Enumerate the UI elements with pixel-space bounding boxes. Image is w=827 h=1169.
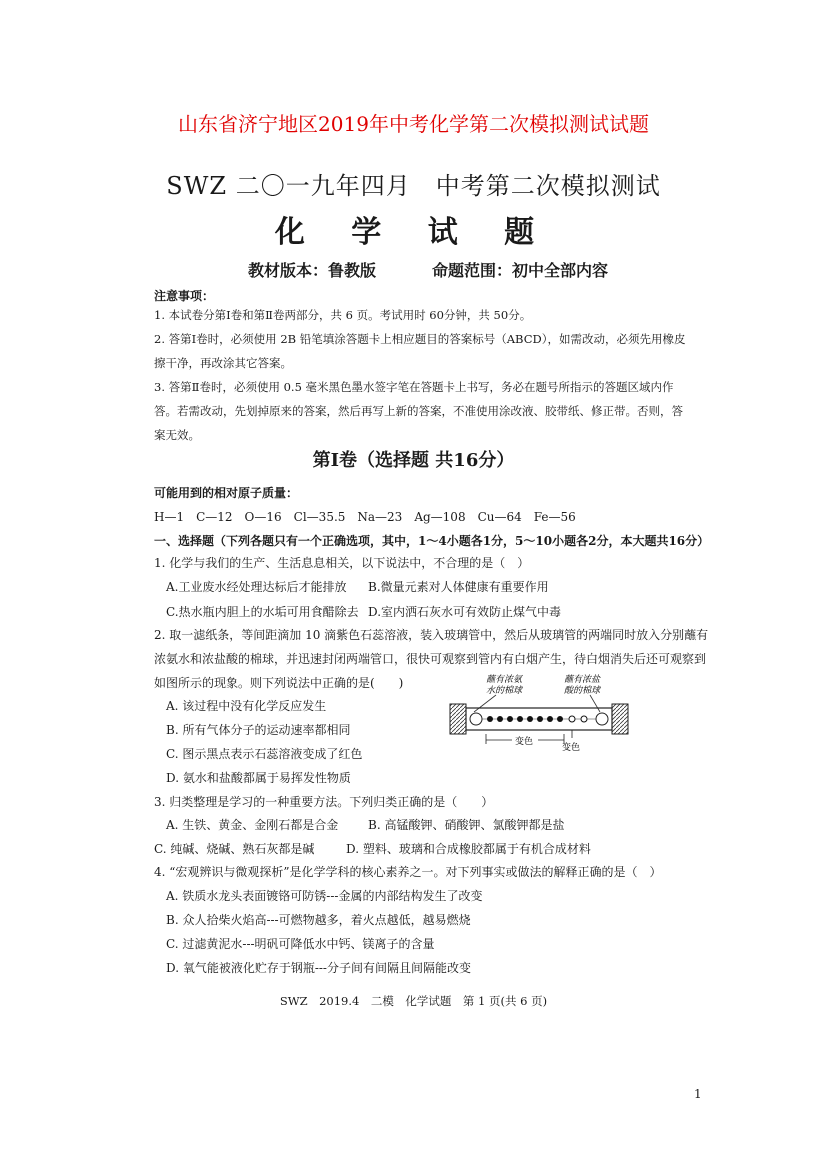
hcl-cotton-ball [596,713,608,725]
question-3-option-d: D. 塑料、玻璃和合成橡胶都属于有机合成材料 [346,842,591,856]
figure-label-hcl: 蘸有浓盐 [564,675,601,685]
question-2-option-a: A. 该过程中没有化学反应发生 [166,699,327,713]
notice-heading: 注意事项： [154,289,215,303]
drop-1 [487,716,493,722]
question-1-option-b: B.微量元素对人体健康有重要作用 [368,580,549,594]
question-4-option-b: B. 众人拾柴火焰高---可燃物越多，着火点越低，越易燃烧 [166,913,471,927]
drop-6 [537,716,543,722]
question-2-figure [440,672,640,756]
textbook-version: 教材版本：鲁教版 [248,261,377,280]
drop-7 [547,716,553,722]
question-3-option-b: B. 高锰酸钾、硝酸钾、氯酸钾都是盐 [368,818,565,832]
question-1-option-d: D.室内洒石灰水可有效防止煤气中毒 [368,605,562,619]
notice-item-1: 1. 本试卷分第Ⅰ卷和第Ⅱ卷两部分，共 6 页。考试用时 60分钟，共 50分。 [154,308,532,322]
drop-9 [569,716,575,722]
question-1-stem: 1. 化学与我们的生产、生活息息相关，以下说法中，不合理的是（ ） [154,556,530,570]
notice-item-2: 2. 答第Ⅰ卷时，必须使用 2B 铅笔填涂答题卡上相应题目的答案标号（ABCD），如需改动，必须先用橡皮擦干净，再改涂其它答案。 [154,332,686,370]
page-number: 1 [694,1087,702,1101]
question-4-option-d: D. 氧气能被液化贮存于钢瓶---分子间有间隔且间隔能改变 [166,961,471,975]
subject-title: 化 学 试 题 [274,215,553,250]
question-2-option-d: D. 氨水和盐酸都属于易挥发性物质 [166,771,351,785]
drop-4 [517,716,523,722]
figure-label-color-change-1: 变色 [515,737,534,747]
drop-5 [527,716,533,722]
question-4-stem: 4. “宏观辨识与微观探析”是化学学科的核心素养之一。对下列事实或做法的解释正确的是（ ） [154,865,662,879]
exam-title: SWZ 二〇一九年四月 中考第二次模拟测试 [166,172,661,200]
question-3-stem: 3. 归类整理是学习的一种重要方法。下列归类正确的是（ ） [154,795,494,809]
question-2-option-b: B. 所有气体分子的运动速率都相同 [166,723,351,737]
section-title: 第Ⅰ卷（选择题 共16分） [312,450,515,471]
question-3-option-a: A. 生铁、黄金、金刚石都是合金 [166,818,339,832]
figure-label-hcl-2: 酸的棉球 [564,686,601,696]
document-title: 山东省济宁地区2019年中考化学第二次模拟测试试题 [178,112,649,136]
exam-scope: 命题范围：初中全部内容 [432,261,609,280]
page-footer: SWZ 2019.4 二模 化学试题 第 1 页(共 6 页) [279,994,548,1008]
right-stopper [612,704,628,734]
question-2-stem-line2: 浓氨水和浓盐酸的棉球，并迅速封闭两端管口，很快可观察到管内有白烟产生，待白烟消失后还可观察到 [154,652,707,666]
figure-label-ammonia: 蘸有浓氨 [486,675,523,685]
drop-2 [497,716,503,722]
figure-label-ammonia-2: 水的棉球 [486,686,523,696]
left-stopper [450,704,466,734]
question-2-option-c: C. 图示黑点表示石蕊溶液变成了红色 [166,747,363,761]
notice-item-3: 3. 答第Ⅱ卷时，必须使用 0.5 毫米黑色墨水签字笔在答题卡上书写，务必在题号所指示的答题区域内作答。若需改动，先划掉原来的答案，然后再写上新的答案，不准使用涂改液、胶带纸、修正带。否则，答案无效。 [154,380,683,442]
question-4-option-a: A. 铁质水龙头表面镀铬可防锈---金属的内部结构发生了改变 [166,889,483,903]
question-1-option-a: A.工业废水经处理达标后才能排放 [166,580,347,594]
part1-heading: 一、选择题（下列各题只有一个正确选项，其中，1～4小题各1分，5～10小题各2分，本大题共16分） [154,534,710,548]
atomic-mass-list: H—1 C—12 O—16 Cl—35.5 Na—23 Ag—108 Cu—64 Fe—56 [154,510,576,524]
figure-label-color-change-2: 变色 [562,743,581,753]
atomic-mass-heading: 可能用到的相对原子质量： [154,486,299,500]
question-2-stem-line1: 2. 取一滤纸条，等间距滴加 10 滴紫色石蕊溶液，装入玻璃管中，然后从玻璃管的两端同时放入分别蘸有 [154,628,709,642]
question-3-option-c: C. 纯碱、烧碱、熟石灰都是碱 [154,842,315,856]
drop-10 [581,716,587,722]
drop-3 [507,716,513,722]
question-2-stem-line3: 如图所示的现象。则下列说法中正确的是( ) [154,676,404,690]
question-4-option-c: C. 过滤黄泥水---明矾可降低水中钙、镁离子的含量 [166,937,435,951]
ammonia-cotton-ball [470,713,482,725]
question-1-option-c: C.热水瓶内胆上的水垢可用食醋除去 [166,605,359,619]
drop-8 [557,716,563,722]
